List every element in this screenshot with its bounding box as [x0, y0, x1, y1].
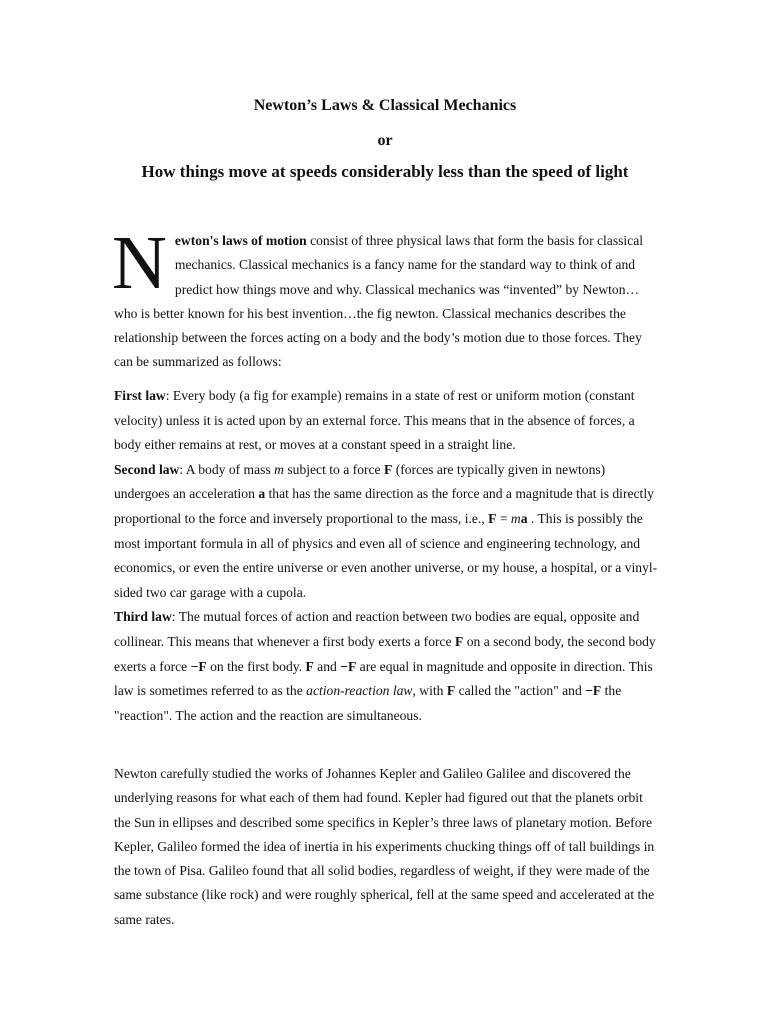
third-law-text: , with	[412, 683, 447, 699]
intro-lead-text: ewton's laws of motion	[174, 233, 307, 248]
third-law-text: the "reaction". The action and the reaction are simultaneous.	[114, 683, 622, 723]
negative-force-symbol: −F	[190, 658, 207, 674]
third-law-text: and	[313, 658, 341, 674]
force-symbol: F	[384, 461, 393, 477]
first-law-label: First law	[114, 388, 166, 403]
closing-paragraph: Newton carefully studied the works of Johannes Kepler and Galileo Galilee and discovered the underlying reasons for what each of them had found. Kepler had figured out that the planets orbit the Sun in ellipses and described some specifics in Kepler’s three laws of planetary motion. Before Kepler, Galileo formed the idea of inertia in his experiments chucking things off of tall buildings in the town of Pisa. Galileo found that all solid bodies, regardless of weight, if they were made of the same substance (like rock) and were roughly spherical, fell at the same speed and accelerated at the same rates.	[114, 766, 655, 927]
second-law-text: that has the same direction as the force and a magnitude that is directly proportional to the force and inversely proportional to the mass, i.e.,	[114, 486, 654, 526]
third-law-text: on a second body, the second body exerts a force	[114, 633, 656, 674]
negative-force-symbol: −F	[585, 683, 602, 699]
third-law-text: on the first body.	[206, 658, 306, 674]
equation-force: F	[488, 510, 497, 526]
negative-force-symbol: −F	[340, 658, 357, 674]
force-symbol: F	[446, 683, 456, 699]
acceleration-symbol: a	[258, 486, 266, 502]
drop-cap: N	[112, 221, 167, 305]
second-law-text: subject to a force	[283, 461, 384, 477]
equation-acceleration: a	[520, 510, 528, 526]
mass-symbol: m	[274, 461, 284, 477]
intro-body-text: consist of three physical laws that form the basis for classical mechanics. Classical mechanics is a fancy name for the standard way to think of and predict how things move and why. Classical mechanics was “invented” by Newton…who is better known for his best invention…the fig newton. Classical mechanics describes the relationship between the forces acting on a body and the body’s motion due to those forces. They can be summarized as follows:	[114, 233, 644, 370]
second-law-label: Second law	[114, 461, 180, 477]
second-law-text: (forces are typically given in newtons) undergoes an acceleration	[114, 461, 606, 502]
equation-equals: =	[496, 510, 511, 526]
second-law-text: : A body of mass	[179, 461, 275, 477]
equation-mass: m	[510, 510, 521, 526]
action-reaction-term: action-reaction law	[306, 683, 413, 699]
document-title: Newton’s Laws & Classical Mechanics	[253, 97, 517, 114]
third-law-text: : The mutual forces of action and reaction between two bodies are equal, opposite and collinear. This means that whenever a first body exerts a force	[114, 609, 640, 649]
document-subtitle: How things move at speeds considerably less than the speed of light	[141, 162, 629, 181]
second-law-text: . This is possibly the most important formula in all of physics and even all of science and engineering technology, and economics, or even the entire universe or even another universe, or my house, a hospital, or a vinyl-sided two car garage with a cupola.	[114, 510, 658, 600]
third-law-paragraph	[114, 605, 662, 728]
force-symbol: F	[305, 658, 314, 674]
force-symbol: F	[454, 633, 464, 649]
third-law-label: Third law	[114, 609, 172, 625]
laws-section	[114, 384, 662, 728]
intro-paragraph	[112, 221, 662, 375]
title-connector: or	[377, 132, 393, 149]
first-law-text: : Every body (a fig for example) remains in a state of rest or uniform motion (constant velocity) unless it is acted upon by an external force. This means that in the absence of forces, a body either remains at rest, or moves at a constant speed in a straight line.	[114, 388, 635, 453]
third-law-text: are equal in magnitude and opposite in direction. This law is sometimes referred to as the	[114, 658, 653, 699]
third-law-text: called the "action" and	[455, 683, 586, 699]
first-law-paragraph	[114, 384, 662, 458]
second-law-paragraph	[114, 458, 662, 606]
